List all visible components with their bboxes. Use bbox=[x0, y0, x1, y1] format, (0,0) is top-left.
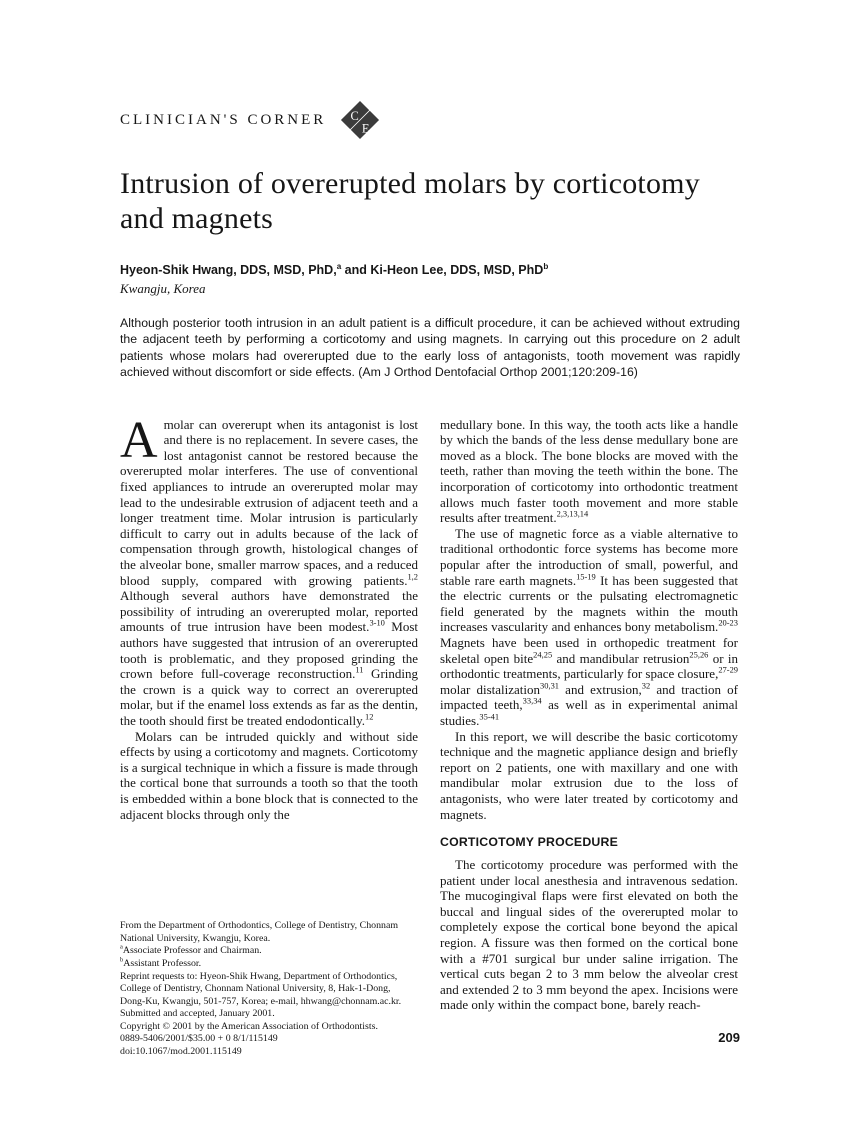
section-kicker: CLINICIAN'S CORNER bbox=[120, 111, 327, 128]
authors-line: Hyeon-Shik Hwang, DDS, MSD, PhD,$^a$ and Ki-Heon Lee, DDS, MSD, PhD$^b$ bbox=[120, 261, 549, 277]
dropcap-letter: A bbox=[120, 411, 158, 469]
authors-location: Kwangju, Korea bbox=[120, 280, 206, 296]
section-heading: CORTICOTOMY PROCEDURE bbox=[440, 835, 618, 850]
body-paragraph: The use of magnetic force as a viable alternative to traditional orthodontic force systems has become more popular after the introduction of small, powerful, and stable rare earth magnets.$^{15-19}$ It has been suggested that the electric currents or the pulsating electromagnetic field generated by the magnets within the mouth increases vascularity and enhances bony metabolism.$^{20-23}$ Magnets have been used in orthopedic treatment for skeletal open bite$^{24,25}$ and mandibular retrusion$^{25,26}$ or in orthodontic treatments, particularly for space closure,$^{27-29}$ molar distalization$^{30,31}$ and extrusion,$^{32}$ and traction of impacted teeth,$^{33,34}$ as well as in experimental animal studies.$^{35-41}$ bbox=[440, 525, 739, 728]
article-title: Intrusion of overerupted molars by corticotomy and magnets bbox=[120, 167, 700, 236]
footnotes-block bbox=[120, 920, 418, 1059]
ce-badge-icon bbox=[340, 100, 380, 140]
footnote: $^a$Associate Professor and Chairman. bbox=[120, 944, 262, 957]
body-paragraph bbox=[120, 411, 419, 729]
abstract-text: Although posterior tooth intrusion in an adult patient is a difficult procedure, it can be achieved without extruding the adjacent teeth by performing a corticotomy and using magnets. In carrying out this procedure on 2 adult patients whose molars had overerupted due to the early loss of antagonists, tooth movement was rapidly achieved without discomfort or side effects. (Am J Orthod Dentofacial Orthop 2001;120:209-16) bbox=[120, 315, 740, 380]
footnote: Submitted and accepted, January 2001. bbox=[120, 1008, 275, 1020]
footnote: Reprint requests to: Hyeon-Shik Hwang, Department of Orthodontics, College of Dentistry, Chonnam National University, 8, Hak-1-Dong, Dong-Ku, Kwangju, 501-757, Korea; e-mail, hhwang@chonnam.ac.kr. bbox=[120, 970, 402, 1007]
page-number: 209 bbox=[718, 1030, 740, 1045]
left-column bbox=[120, 411, 419, 1059]
body-paragraph: In this report, we will describe the basic corticotomy technique and the magnetic appliance design and briefly report on 2 patients, one with maxillary and one with mandibular molar extrusion due to the loss of antagonists, who were later treated by corticotomy and magnets. bbox=[440, 728, 738, 822]
right-column bbox=[440, 417, 738, 1059]
ce-badge-letter-c: C bbox=[350, 109, 360, 123]
footnote: Copyright © 2001 by the American Association of Orthodontists. bbox=[120, 1020, 378, 1032]
footnote: $^b$Assistant Professor. bbox=[120, 956, 202, 969]
footnote: 0889-5406/2001/$35.00 + 0 8/1/115149 bbox=[120, 1033, 278, 1045]
footnote: From the Department of Orthodontics, College of Dentistry, Chonnam National University, Kwangju, Korea. bbox=[120, 920, 399, 944]
paragraph-text: molar can overerupt when its antagonist is lost and there is no replacement. In severe cases, the lost antagonist cannot be restored because the overerupted molar interferes. The use of conventional fixed appliances to intrude an overerupted molar may lead to the undesirable extrusion of adjacent teeth and a longer treatment time. Molar intrusion is particularly difficult to carry out in adults because of the lack of compensation through growth, histological changes of the alveolar bone, smaller marrow spaces, and a reduced blood supply, compared with growing patients.$^{1,2}$ Although several authors have demonstrated the possibility of intruding an overerupted molar, reported amounts of true intrusion have been modest.$^{3-10}$ Most authors have suggested that intrusion of an overerupted tooth is problematic, and they proposed grinding the crown before full-coverage reconstruction.$^{11}$ Grinding the crown is a quick way to correct an overerupted molar, but if the enamel loss extends as far as the dentin, the tooth should first be treated endodontically.$^{12}$ bbox=[120, 416, 419, 728]
body-paragraph: Molars can be intruded quickly and without side effects by using a corticotomy and magnets. Corticotomy is a surgical technique in which a fissure is made through the cortical bone that surrounds a tooth so that the tooth is embedded within a bone block that is connected to the adjacent blocks through only the bbox=[120, 728, 418, 822]
body-columns bbox=[120, 411, 740, 1059]
footnote: doi:10.1067/mod.2001.115149 bbox=[120, 1046, 242, 1058]
body-paragraph: The corticotomy procedure was performed with the patient under local anesthesia and intravenous sedation. The mucogingival flaps were first elevated on both the buccal and lingual sides of the overerupted molar to completely expose the cortical bone beyond the apical region. A fissure was then formed on the cortical bone with a #701 surgical bur under saline irrigation. The vertical cuts began 2 to 3 mm below the alveolar crest and extended 2 to 3 mm beyond the apex. Incisions were made only within the compact bone, barely reach- bbox=[440, 857, 738, 1013]
ce-badge-letter-e: E bbox=[362, 121, 370, 136]
body-paragraph: medullary bone. In this way, the tooth acts like a handle by which the bands of the less dense medullary bone are moved as a block. The bone blocks are moved with the teeth, rather than moving the teeth within the bone. The incorporation of corticotomy into orthodontic treatment allows much faster tooth movement and more stable results after treatment.$^{2,3,13,14}$ bbox=[440, 416, 738, 526]
kicker-row bbox=[120, 100, 740, 140]
